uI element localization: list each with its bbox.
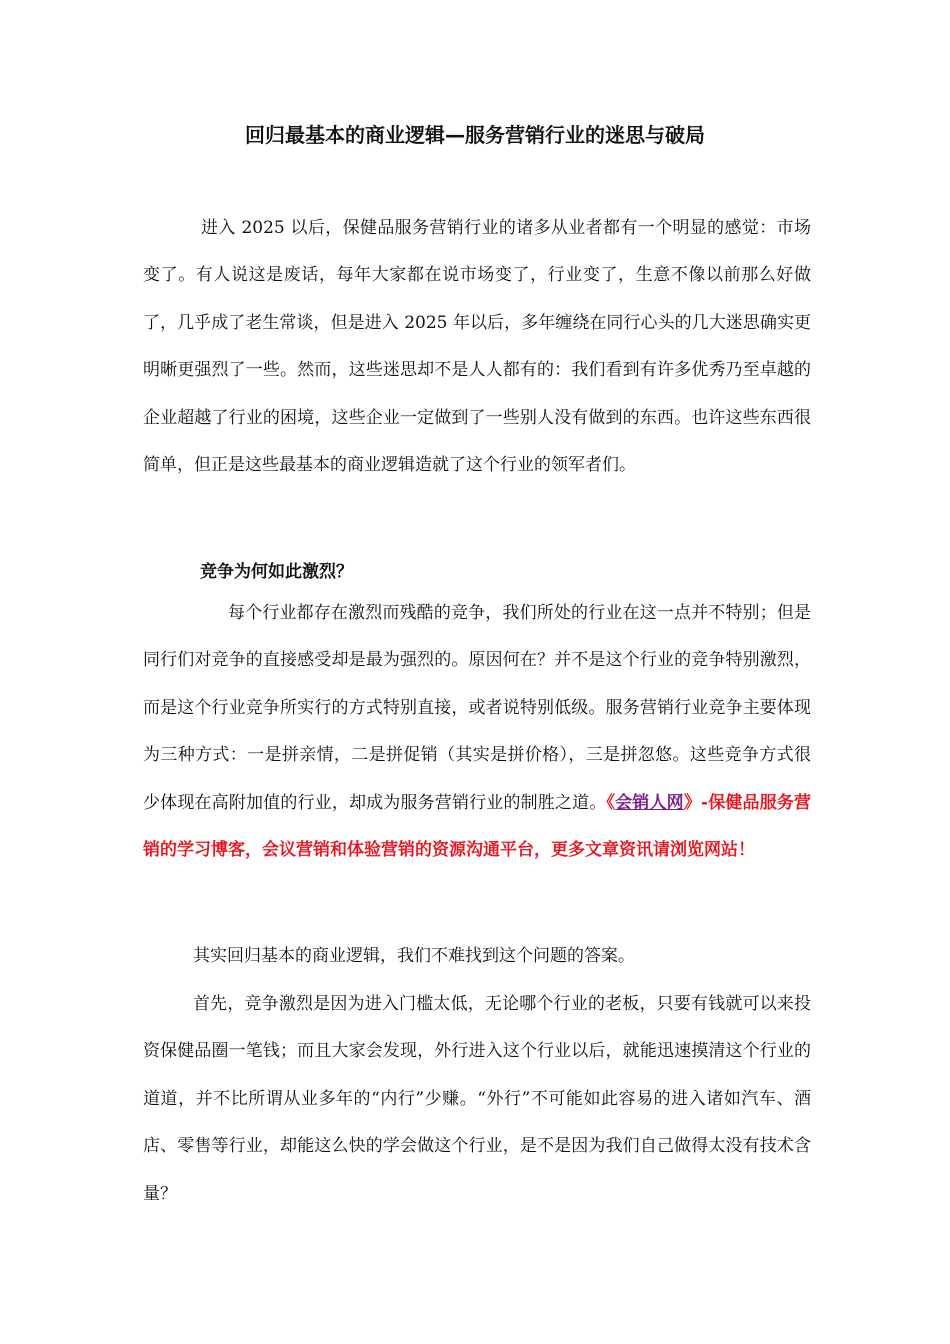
promo-open-bracket: 《 [606, 792, 616, 813]
promo-site-link[interactable]: 会销人网 [615, 792, 684, 813]
document-title: 回归最基本的商业逻辑—服务营销行业的迷思与破局 [245, 123, 705, 147]
promo-close-bracket: 》 [683, 792, 701, 813]
first-point-paragraph: 首先，竞争激烈是因为进入门槛太低，无论哪个行业的老板，只要有钱就可以来投资保健品圈一笔钱；而且大家会发现，外行进入这个行业以后，就能迅速摸清这个行业的道道，并不比所谓从业多年的“内行”少赚。“外行”不可能如此容易的进入诸如汽车、酒店、零售等行业，却能这么快的学会做这个行业，是不是因为我们自己做得太没有技术含量？ [143, 994, 811, 1204]
intro-paragraph: 进入 2025 以后，保健品服务营销行业的诸多从业者都有一个明显的感觉：市场变了。有人说这是废话，每年大家都在说市场变了，行业变了，生意不像以前那么好做了，几乎成了老生常谈，但是进入 2025 年以后，多年缠绕在同行心头的几大迷思确实更明晰更强烈了一些。然而，这些迷思却不是人人都有的：我们看到有许多优秀乃至卓越的企业超越了行业的困境，这些企业一定做到了一些别人没有做到的东西。也许这些东西很简单，但正是这些最基本的商业逻辑造就了这个行业的领军者们。 [143, 218, 811, 476]
promo-text: -保健品服务营销的学习博客，会议营销和体验营销的资源沟通平台，更多文章资讯请浏览网站！ [143, 792, 812, 861]
answer-intro-paragraph: 其实回归基本的商业逻辑，我们不难找到这个问题的答案。 [193, 946, 635, 966]
section-heading-competition: 竞争为何如此激烈？ [200, 562, 353, 582]
competition-paragraph [143, 590, 811, 874]
competition-body-text: 每个行业都存在激烈而残酷的竞争，我们所处的行业在这一点并不特别；但是同行们对竞争的直接感受却是最为强烈的。原因何在？并不是这个行业的竞争特别激烈，而是这个行业竞争所实行的方式特别直接，或者说特别低级。服务营销行业竞争主要体现为三种方式：一是拼亲情，二是拼促销（其实是拼价格），三是拼忽悠。这些竞争方式很少体现在高附加值的行业，却成为服务营销行业的制胜之道。 [143, 603, 811, 813]
